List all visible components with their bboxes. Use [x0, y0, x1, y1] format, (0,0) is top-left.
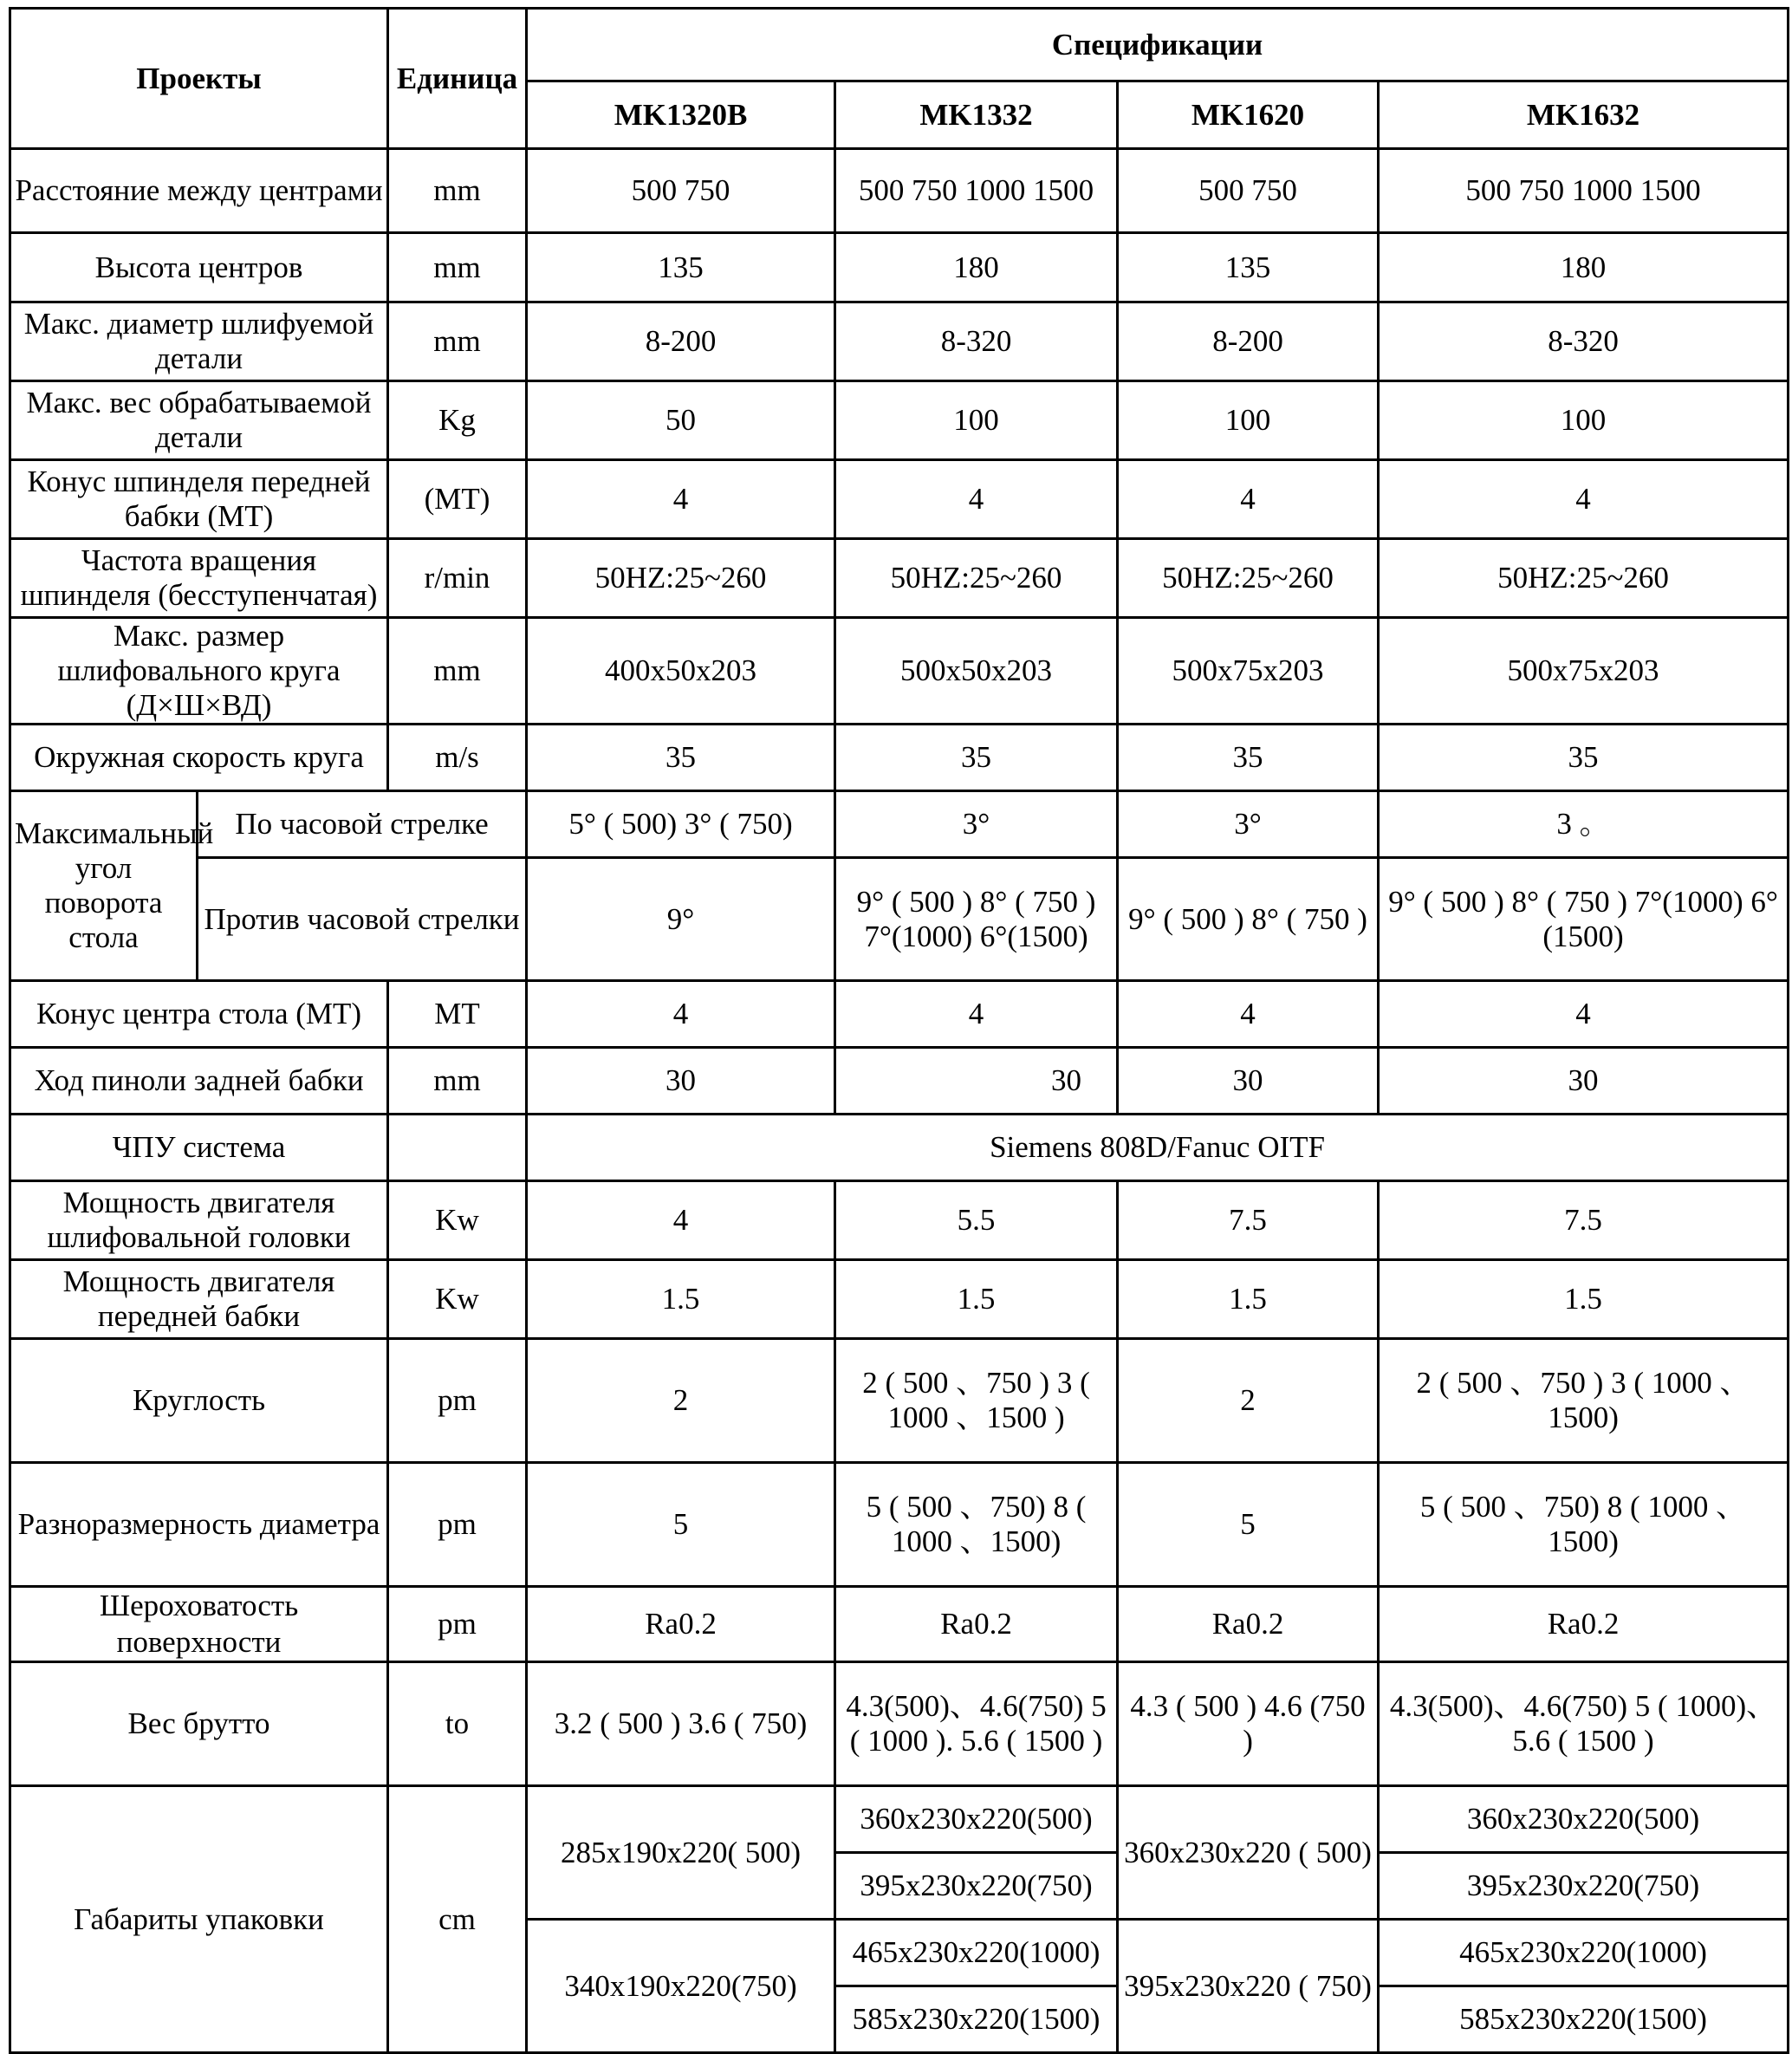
row-unit: (MT) [388, 460, 527, 539]
cell: 3° [835, 791, 1118, 858]
cell: 4 [1379, 981, 1789, 1048]
cell: 30 [1118, 1048, 1379, 1115]
row-unit [388, 1115, 527, 1181]
table-row [10, 460, 1789, 539]
cell: 5° ( 500) 3° ( 750) [527, 791, 835, 858]
table-row [10, 233, 1789, 302]
cell: 30 [835, 1048, 1118, 1115]
cell: 35 [1118, 725, 1379, 791]
cell: 35 [527, 725, 835, 791]
rotation-cw-label: По часовой стрелке [198, 791, 527, 858]
cell: 50HZ:25~260 [835, 539, 1118, 618]
model-header: MK1320B [527, 81, 835, 149]
cell: 9° ( 500 ) 8° ( 750 ) 7°(1000) 6°(1500) [835, 858, 1118, 981]
cell: 5 ( 500 、750) 8 ( 1000 、 1500) [1379, 1463, 1789, 1587]
header-row [10, 9, 1789, 81]
cell: 135 [527, 233, 835, 302]
cell: 8-320 [1379, 302, 1789, 381]
row-unit: mm [388, 1048, 527, 1115]
row-label: Макс. диаметр шлифуемой детали [10, 302, 388, 381]
row-label: Разноразмерность диаметра [10, 1463, 388, 1587]
row-unit: mm [388, 618, 527, 725]
cell: 7.5 [1379, 1181, 1789, 1260]
cell: 500 750 1000 1500 [835, 149, 1118, 233]
cell: 4 [527, 981, 835, 1048]
row-unit: pm [388, 1339, 527, 1463]
cell: 360x230x220(500) [835, 1786, 1118, 1853]
row-label: Шероховатость поверхности [10, 1587, 388, 1662]
table-row [10, 858, 1789, 981]
cell: 50HZ:25~260 [1379, 539, 1789, 618]
row-unit: pm [388, 1463, 527, 1587]
cell: Ra0.2 [1118, 1587, 1379, 1662]
row-unit: mm [388, 233, 527, 302]
row-label: Окружная скорость круга [10, 725, 388, 791]
cell: 4 [527, 460, 835, 539]
cell: 9° ( 500 ) 8° ( 750 ) [1118, 858, 1379, 981]
cell: 4.3 ( 500 ) 4.6 (750 ) [1118, 1662, 1379, 1786]
row-label: Габариты упаковки [10, 1786, 388, 2053]
table-row [10, 725, 1789, 791]
row-label: Мощность двигателя передней бабки [10, 1260, 388, 1339]
table-row [10, 791, 1789, 858]
cell: Ra0.2 [835, 1587, 1118, 1662]
cell: 9° [527, 858, 835, 981]
cell: 3.2 ( 500 ) 3.6 ( 750) [527, 1662, 835, 1786]
cell: 100 [1379, 381, 1789, 460]
cell: 50 [527, 381, 835, 460]
cell: 3 。 [1379, 791, 1789, 858]
row-unit: mm [388, 149, 527, 233]
row-unit: pm [388, 1587, 527, 1662]
unit-header: Единица [388, 9, 527, 149]
table-row [10, 149, 1789, 233]
cell: 4 [835, 981, 1118, 1048]
table-row [10, 981, 1789, 1048]
row-label: Ход пиноли задней бабки [10, 1048, 388, 1115]
table-row [10, 381, 1789, 460]
table-row [10, 1260, 1789, 1339]
cell: 360x230x220 ( 500) [1118, 1786, 1379, 1920]
cell: 135 [1118, 233, 1379, 302]
cell: 100 [835, 381, 1118, 460]
cell: 50HZ:25~260 [527, 539, 835, 618]
table-row [10, 302, 1789, 381]
row-unit: r/min [388, 539, 527, 618]
cell: 5 [527, 1463, 835, 1587]
row-unit: Kg [388, 381, 527, 460]
table-row [10, 1662, 1789, 1786]
cell: 2 ( 500 、750 ) 3 ( 1000 、1500 ) [835, 1339, 1118, 1463]
cell: 3° [1118, 791, 1379, 858]
table-row [10, 618, 1789, 725]
row-label: Круглость [10, 1339, 388, 1463]
cell: 30 [527, 1048, 835, 1115]
cell: Ra0.2 [527, 1587, 835, 1662]
cell: 465x230x220(1000) [835, 1920, 1118, 1986]
row-label: Макс. размер шлифовального круга (Д×Ш×ВД) [10, 618, 388, 725]
projects-header: Проекты [10, 9, 388, 149]
cell: 4 [835, 460, 1118, 539]
row-unit: to [388, 1662, 527, 1786]
table-row [10, 1339, 1789, 1463]
cell: 285x190x220( 500) [527, 1786, 835, 1920]
cell: 360x230x220(500) [1379, 1786, 1789, 1853]
cell: 8-200 [527, 302, 835, 381]
cell: Ra0.2 [1379, 1587, 1789, 1662]
cell: 500x75x203 [1118, 618, 1379, 725]
cell: 4 [1118, 460, 1379, 539]
cell: 1.5 [1379, 1260, 1789, 1339]
table-row [10, 1587, 1789, 1662]
cell: 180 [1379, 233, 1789, 302]
cell: 50HZ:25~260 [1118, 539, 1379, 618]
cell: 4 [1118, 981, 1379, 1048]
cnc-value: Siemens 808D/Fanuc OITF [527, 1115, 1789, 1181]
model-header: MK1632 [1379, 81, 1789, 149]
table-row [10, 1181, 1789, 1260]
row-label: Конус шпинделя передней бабки (MT) [10, 460, 388, 539]
row-label: Макс. вес обрабатываемой детали [10, 381, 388, 460]
row-label: Расстояние между центрами [10, 149, 388, 233]
cell: 585x230x220(1500) [1379, 1986, 1789, 2053]
rotation-label: Максимальный угол поворота стола [10, 791, 198, 981]
row-unit: cm [388, 1786, 527, 2053]
specs-header: Спецификации [527, 9, 1789, 81]
cell: 4 [1379, 460, 1789, 539]
cell: 100 [1118, 381, 1379, 460]
model-header: MK1620 [1118, 81, 1379, 149]
row-label: Вес брутто [10, 1662, 388, 1786]
cell: 4 [527, 1181, 835, 1260]
row-unit: Kw [388, 1260, 527, 1339]
spec-table [9, 7, 1789, 2054]
cell: 395x230x220 ( 750) [1118, 1920, 1379, 2053]
table-row [10, 539, 1789, 618]
table-row [10, 1463, 1789, 1587]
cell: 180 [835, 233, 1118, 302]
cell: 465x230x220(1000) [1379, 1920, 1789, 1986]
table-row [10, 1786, 1789, 1853]
cell: 4.3(500)、4.6(750) 5 ( 1000 ). 5.6 ( 1500 ) [835, 1662, 1118, 1786]
row-unit: mm [388, 302, 527, 381]
row-unit: MT [388, 981, 527, 1048]
cell: 1.5 [1118, 1260, 1379, 1339]
cell: 2 [527, 1339, 835, 1463]
cell: 500 750 [527, 149, 835, 233]
cell: 5.5 [835, 1181, 1118, 1260]
cell: 1.5 [527, 1260, 835, 1339]
cell: 2 [1118, 1339, 1379, 1463]
cell: 500 750 1000 1500 [1379, 149, 1789, 233]
row-label: Конус центра стола (MT) [10, 981, 388, 1048]
cell: 500x50x203 [835, 618, 1118, 725]
cell: 395x230x220(750) [835, 1853, 1118, 1920]
cell: 5 ( 500 、750) 8 ( 1000 、1500) [835, 1463, 1118, 1587]
row-label: Мощность двигателя шлифовальной головки [10, 1181, 388, 1260]
row-unit: Kw [388, 1181, 527, 1260]
cell: 5 [1118, 1463, 1379, 1587]
row-unit: m/s [388, 725, 527, 791]
cell: 4.3(500)、4.6(750) 5 ( 1000)、5.6 ( 1500 ) [1379, 1662, 1789, 1786]
cell: 35 [1379, 725, 1789, 791]
model-header: MK1332 [835, 81, 1118, 149]
cell: 500x75x203 [1379, 618, 1789, 725]
cell: 585x230x220(1500) [835, 1986, 1118, 2053]
cell: 8-200 [1118, 302, 1379, 381]
cell: 35 [835, 725, 1118, 791]
cell: 7.5 [1118, 1181, 1379, 1260]
cell: 340x190x220(750) [527, 1920, 835, 2053]
row-label: Частота вращения шпинделя (бесступенчатая) [10, 539, 388, 618]
table-row [10, 1048, 1789, 1115]
cell: 9° ( 500 ) 8° ( 750 ) 7°(1000) 6°(1500) [1379, 858, 1789, 981]
cell: 1.5 [835, 1260, 1118, 1339]
cell: 30 [1379, 1048, 1789, 1115]
table-row [10, 1115, 1789, 1181]
row-label: ЧПУ система [10, 1115, 388, 1181]
cell: 500 750 [1118, 149, 1379, 233]
cell: 400x50x203 [527, 618, 835, 725]
row-label: Высота центров [10, 233, 388, 302]
cell: 395x230x220(750) [1379, 1853, 1789, 1920]
rotation-ccw-label: Против часовой стрелки [198, 858, 527, 981]
cell: 2 ( 500 、750 ) 3 ( 1000 、 1500) [1379, 1339, 1789, 1463]
cell: 8-320 [835, 302, 1118, 381]
